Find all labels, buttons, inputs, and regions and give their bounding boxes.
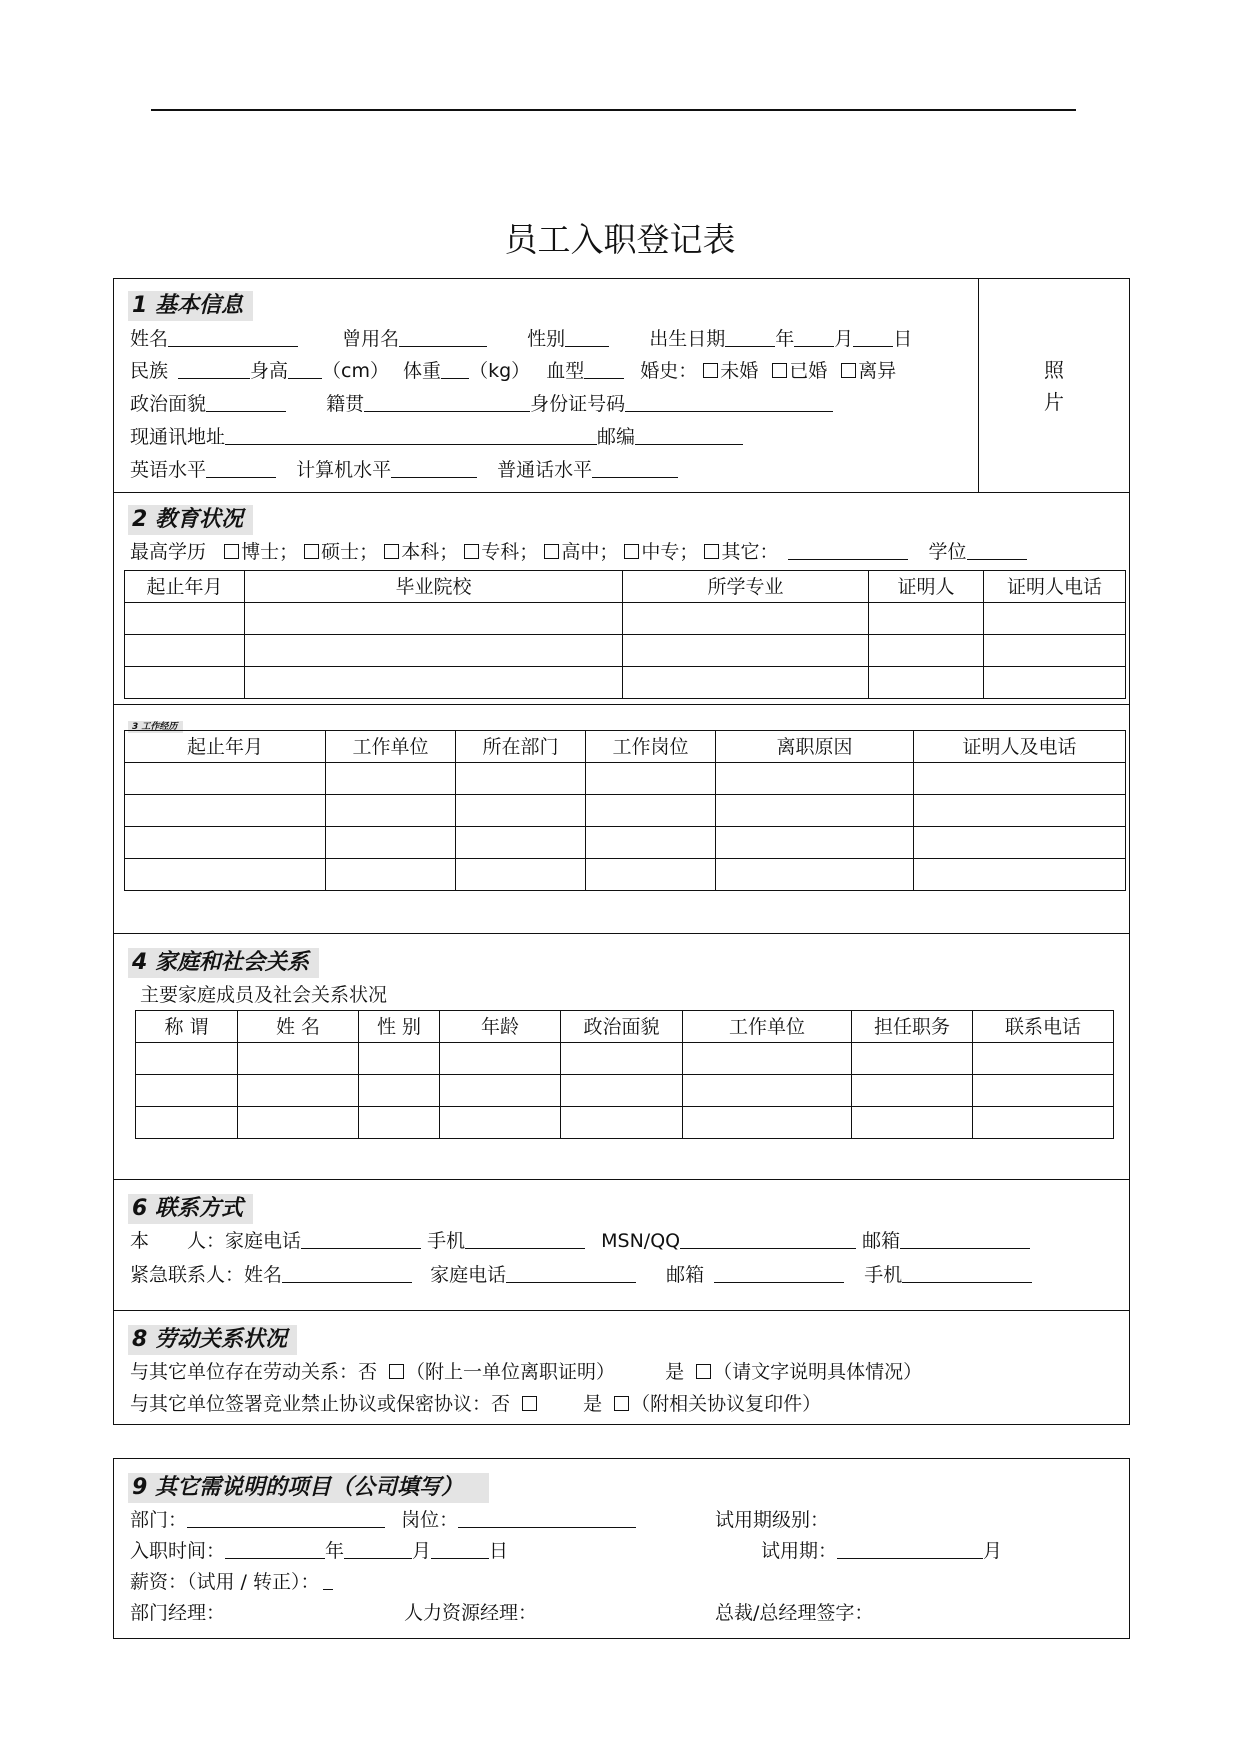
table-cell[interactable] <box>586 795 716 827</box>
label: 试用期： <box>761 1540 838 1562</box>
table-cell[interactable] <box>456 859 586 891</box>
section-family <box>113 933 1130 1180</box>
section-title: 9 其它需说明的项目（公司填写） <box>128 1473 489 1503</box>
label: 姓名 <box>244 1264 283 1286</box>
column-header: 所学专业 <box>623 571 869 603</box>
label: 家庭电话 <box>430 1264 507 1286</box>
noncompete-no-checkbox[interactable] <box>522 1396 537 1411</box>
table-row <box>136 1075 1114 1107</box>
label: 未婚 <box>720 360 759 382</box>
column-header: 起止年月 <box>125 731 326 763</box>
column-header: 证明人 <box>869 571 984 603</box>
label: 本科； <box>401 541 459 563</box>
education-table <box>124 570 1126 699</box>
table-cell[interactable] <box>869 667 984 699</box>
table-row <box>125 763 1126 795</box>
column-header: 姓 名 <box>238 1011 359 1043</box>
divorced-checkbox[interactable] <box>841 363 856 378</box>
former-name-field[interactable] <box>399 327 487 347</box>
table-cell[interactable] <box>326 859 456 891</box>
english-field[interactable] <box>206 458 276 478</box>
label: 手机 <box>427 1230 466 1252</box>
label: 是 <box>583 1393 603 1415</box>
id-number-field[interactable] <box>625 392 833 412</box>
table-cell[interactable] <box>136 1043 238 1075</box>
label: 最高学历 <box>130 541 207 563</box>
table-cell[interactable] <box>561 1107 683 1139</box>
label: 姓名 <box>130 328 169 350</box>
entry-day-field[interactable] <box>431 1539 489 1559</box>
column-header: 称 谓 <box>136 1011 238 1043</box>
table-cell[interactable] <box>973 1075 1114 1107</box>
label: 日 <box>893 328 913 350</box>
label: 本 人： <box>130 1230 226 1252</box>
table-cell[interactable] <box>125 667 245 699</box>
entry-year-field[interactable] <box>225 1539 325 1559</box>
table-cell[interactable] <box>125 795 326 827</box>
college-checkbox[interactable] <box>464 544 479 559</box>
table-cell[interactable] <box>238 1107 359 1139</box>
label: 现通讯地址 <box>130 426 226 448</box>
section-title: 1 基本信息 <box>128 291 253 321</box>
salary-field[interactable] <box>323 1570 333 1590</box>
label: 月 <box>834 328 854 350</box>
table-cell[interactable] <box>238 1043 359 1075</box>
table-cell[interactable] <box>456 795 586 827</box>
table-cell[interactable] <box>852 1107 973 1139</box>
table-cell[interactable] <box>914 795 1126 827</box>
label: 年 <box>775 328 795 350</box>
label: 血型 <box>546 360 585 382</box>
label: 否 <box>491 1393 511 1415</box>
height-field[interactable] <box>288 359 322 379</box>
column-header: 联系电话 <box>973 1011 1114 1043</box>
table-cell[interactable] <box>136 1107 238 1139</box>
table-cell[interactable] <box>125 603 245 635</box>
probation-grade-label: 试用期级别： <box>715 1509 830 1531</box>
table-cell[interactable] <box>623 667 869 699</box>
table-cell[interactable] <box>973 1043 1114 1075</box>
label: 薪资：（试用 / 转正）： <box>130 1571 320 1593</box>
table-cell[interactable] <box>716 795 914 827</box>
table-cell[interactable] <box>683 1075 852 1107</box>
emergency-email-field[interactable] <box>714 1263 844 1283</box>
column-header: 年龄 <box>440 1011 561 1043</box>
table-cell[interactable] <box>914 827 1126 859</box>
table-cell[interactable] <box>245 667 623 699</box>
table-row <box>125 859 1126 891</box>
table-row <box>125 635 1126 667</box>
label: 月 <box>412 1540 432 1562</box>
section-company-use <box>113 1458 1130 1639</box>
table-row <box>125 667 1126 699</box>
noncompete-yes-checkbox[interactable] <box>614 1396 629 1411</box>
phd-checkbox[interactable] <box>224 544 239 559</box>
table-row <box>125 827 1126 859</box>
table-cell[interactable] <box>125 859 326 891</box>
section-basic-info <box>113 278 1130 493</box>
dept-manager-label: 部门经理： <box>130 1602 226 1624</box>
label: 中专； <box>641 541 699 563</box>
table-cell[interactable] <box>456 763 586 795</box>
table-cell[interactable] <box>586 859 716 891</box>
table-cell[interactable] <box>136 1075 238 1107</box>
column-header: 证明人电话 <box>984 571 1126 603</box>
column-header: 所在部门 <box>456 731 586 763</box>
label: 家庭电话 <box>225 1230 302 1252</box>
vocational-checkbox[interactable] <box>624 544 639 559</box>
label: 已婚 <box>789 360 828 382</box>
table-cell[interactable] <box>326 763 456 795</box>
blood-field[interactable] <box>584 359 624 379</box>
section-work-history <box>113 704 1130 934</box>
label: 博士； <box>241 541 299 563</box>
labor-yes-checkbox[interactable] <box>696 1364 711 1379</box>
table-cell[interactable] <box>869 603 984 635</box>
department-field[interactable] <box>187 1508 385 1528</box>
label: 专科； <box>481 541 539 563</box>
table-cell[interactable] <box>984 635 1126 667</box>
table-cell[interactable] <box>561 1075 683 1107</box>
section-labor-relations <box>113 1310 1130 1425</box>
photo-box[interactable] <box>978 279 1129 492</box>
label: （kg） <box>469 360 531 382</box>
birth-month-field[interactable] <box>794 327 834 347</box>
label: （cm） <box>322 360 389 382</box>
section-title: 3 工作经历 <box>128 721 183 733</box>
form-title: 员工入职登记表 <box>504 220 736 259</box>
label: 紧急联系人： <box>130 1264 245 1286</box>
label: 计算机水平 <box>296 459 392 481</box>
other-checkbox[interactable] <box>704 544 719 559</box>
address-field[interactable] <box>225 425 597 445</box>
label: 月 <box>983 1540 1003 1562</box>
table-row <box>136 1107 1114 1139</box>
column-header: 毕业院校 <box>245 571 623 603</box>
label: （附上一单位离职证明） <box>406 1361 616 1383</box>
label: 岗位： <box>401 1509 459 1531</box>
emergency-home-phone-field[interactable] <box>506 1263 636 1283</box>
home-phone-field[interactable] <box>301 1229 421 1249</box>
high-school-checkbox[interactable] <box>544 544 559 559</box>
table-cell[interactable] <box>683 1043 852 1075</box>
table-cell[interactable] <box>586 827 716 859</box>
other-education-field[interactable] <box>788 540 908 560</box>
column-header: 离职原因 <box>716 731 914 763</box>
table-cell[interactable] <box>125 635 245 667</box>
email-field[interactable] <box>900 1229 1030 1249</box>
table-row <box>125 603 1126 635</box>
table-cell[interactable] <box>561 1043 683 1075</box>
ethnic-field[interactable] <box>178 359 250 379</box>
table-cell[interactable] <box>586 763 716 795</box>
family-table <box>135 1010 1114 1139</box>
master-checkbox[interactable] <box>304 544 319 559</box>
section-education <box>113 492 1130 705</box>
label: 是 <box>665 1361 685 1383</box>
unmarried-checkbox[interactable] <box>703 363 718 378</box>
label: 性别 <box>527 328 566 350</box>
label: （请文字说明具体情况） <box>713 1361 923 1383</box>
table-cell[interactable] <box>973 1107 1114 1139</box>
label: 硕士； <box>321 541 379 563</box>
birth-year-field[interactable] <box>725 327 775 347</box>
table-cell[interactable] <box>326 795 456 827</box>
table-cell[interactable] <box>238 1075 359 1107</box>
table-cell[interactable] <box>623 603 869 635</box>
position-field[interactable] <box>458 1508 636 1528</box>
entry-month-field[interactable] <box>344 1539 412 1559</box>
label: 民族 <box>130 360 169 382</box>
label: 邮编 <box>597 426 636 448</box>
label: 邮箱 <box>862 1230 901 1252</box>
hr-manager-label: 人力资源经理： <box>404 1602 538 1624</box>
postcode-field[interactable] <box>635 425 743 445</box>
table-cell[interactable] <box>869 635 984 667</box>
table-cell[interactable] <box>984 603 1126 635</box>
label: 手机 <box>864 1264 903 1286</box>
section-title: 6 联系方式 <box>128 1194 253 1224</box>
label: 学位 <box>928 541 967 563</box>
column-header: 政治面貌 <box>561 1011 683 1043</box>
label: 婚史： <box>640 360 698 382</box>
label: 身高 <box>250 360 289 382</box>
label: 否 <box>358 1361 378 1383</box>
married-checkbox[interactable] <box>772 363 787 378</box>
label: MSN/QQ <box>601 1230 681 1252</box>
table-cell[interactable] <box>245 635 623 667</box>
label: 体重 <box>403 360 442 382</box>
table-header-row <box>125 731 1126 763</box>
table-row <box>136 1043 1114 1075</box>
politics-field[interactable] <box>206 392 286 412</box>
table-cell[interactable] <box>440 1107 561 1139</box>
emergency-mobile-field[interactable] <box>902 1263 1032 1283</box>
labor-no-checkbox[interactable] <box>389 1364 404 1379</box>
table-cell[interactable] <box>359 1075 440 1107</box>
column-header: 工作岗位 <box>586 731 716 763</box>
work-history-table <box>124 730 1126 891</box>
table-cell[interactable] <box>440 1075 561 1107</box>
table-header-row <box>136 1011 1114 1043</box>
table-cell[interactable] <box>716 763 914 795</box>
label: 普通话水平 <box>497 459 593 481</box>
table-cell[interactable] <box>326 827 456 859</box>
column-header: 性 别 <box>359 1011 440 1043</box>
table-cell[interactable] <box>716 859 914 891</box>
native-field[interactable] <box>364 392 530 412</box>
probation-field[interactable] <box>837 1539 983 1559</box>
degree-field[interactable] <box>967 540 1027 560</box>
header-rule <box>151 109 1076 111</box>
column-header: 证明人及电话 <box>914 731 1126 763</box>
table-cell[interactable] <box>716 827 914 859</box>
photo-label: 照片 <box>1044 357 1064 414</box>
label: 邮箱 <box>666 1264 705 1286</box>
column-header: 起止年月 <box>125 571 245 603</box>
msn-qq-field[interactable] <box>680 1229 856 1249</box>
label: 离异 <box>858 360 897 382</box>
computer-field[interactable] <box>391 458 477 478</box>
weight-field[interactable] <box>441 359 469 379</box>
table-cell[interactable] <box>359 1107 440 1139</box>
section-title: 8 劳动关系状况 <box>128 1325 297 1355</box>
birth-day-field[interactable] <box>853 327 893 347</box>
table-cell[interactable] <box>914 859 1126 891</box>
table-cell[interactable] <box>683 1107 852 1139</box>
label: 其它： <box>721 541 779 563</box>
column-header: 工作单位 <box>683 1011 852 1043</box>
mandarin-field[interactable] <box>592 458 678 478</box>
table-cell[interactable] <box>852 1075 973 1107</box>
emergency-name-field[interactable] <box>282 1263 412 1283</box>
table-cell[interactable] <box>359 1043 440 1075</box>
label: 政治面貌 <box>130 393 207 415</box>
table-cell[interactable] <box>456 827 586 859</box>
label: 英语水平 <box>130 459 207 481</box>
family-subtitle: 主要家庭成员及社会关系状况 <box>140 984 388 1006</box>
label: 入职时间： <box>130 1540 226 1562</box>
label: 年 <box>325 1540 345 1562</box>
mobile-field[interactable] <box>465 1229 585 1249</box>
table-cell[interactable] <box>984 667 1126 699</box>
table-cell[interactable] <box>914 763 1126 795</box>
section-title: 4 家庭和社会关系 <box>128 948 319 978</box>
gender-field[interactable] <box>565 327 609 347</box>
label: 出生日期 <box>649 328 726 350</box>
label: 曾用名 <box>342 328 400 350</box>
label: 高中； <box>561 541 619 563</box>
column-header: 担任职务 <box>852 1011 973 1043</box>
label: 部门： <box>130 1509 188 1531</box>
label: 与其它单位签署竞业禁止协议或保密协议： <box>130 1393 492 1415</box>
label: 籍贯 <box>326 393 365 415</box>
table-header-row <box>125 571 1126 603</box>
table-row <box>125 795 1126 827</box>
section-contact <box>113 1179 1130 1311</box>
name-field[interactable] <box>168 327 298 347</box>
label: 与其它单位存在劳动关系： <box>130 1361 359 1383</box>
label: 日 <box>489 1540 509 1562</box>
table-cell[interactable] <box>852 1043 973 1075</box>
label: 身份证号码 <box>530 393 626 415</box>
section-title: 2 教育状况 <box>128 505 253 535</box>
table-cell[interactable] <box>623 635 869 667</box>
column-header: 工作单位 <box>326 731 456 763</box>
table-cell[interactable] <box>245 603 623 635</box>
table-cell[interactable] <box>125 763 326 795</box>
bachelor-checkbox[interactable] <box>384 544 399 559</box>
label: （附相关协议复印件） <box>631 1393 822 1415</box>
table-cell[interactable] <box>125 827 326 859</box>
table-cell[interactable] <box>440 1043 561 1075</box>
ceo-sign-label: 总裁/总经理签字： <box>715 1602 874 1624</box>
